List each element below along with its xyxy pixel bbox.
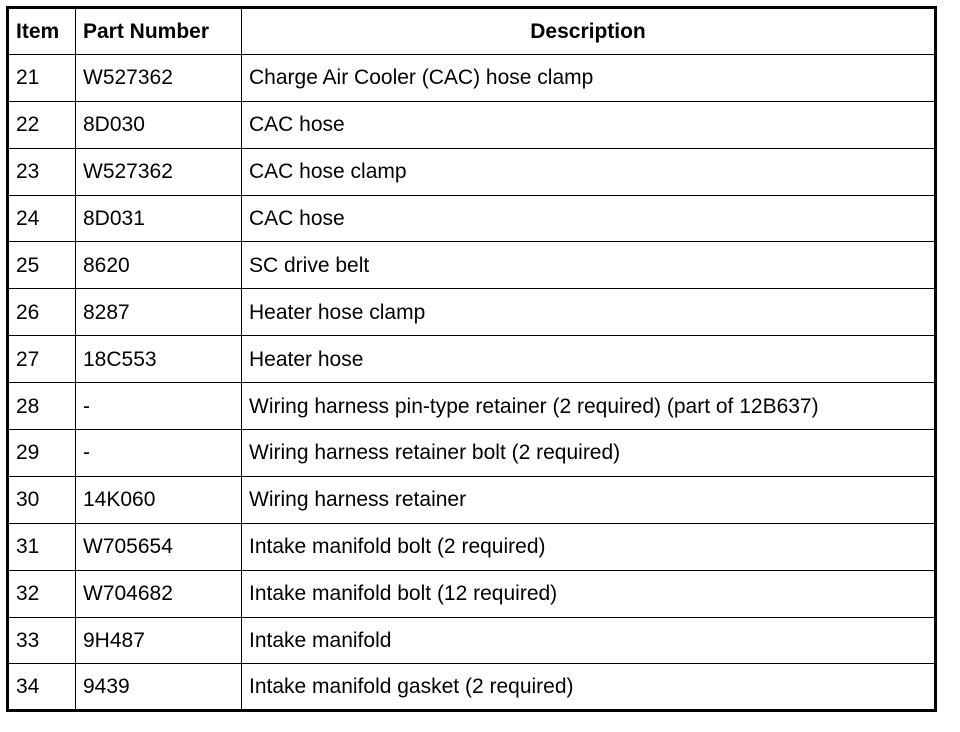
table-row <box>8 148 936 195</box>
cell-item: 33 <box>8 617 76 664</box>
table-row <box>8 289 936 336</box>
cell-part-number: 14K060 <box>76 476 242 523</box>
table-row <box>8 476 936 523</box>
table-row <box>8 336 936 383</box>
header-item: Item <box>8 8 76 55</box>
cell-item: 30 <box>8 476 76 523</box>
cell-item: 23 <box>8 148 76 195</box>
cell-item: 27 <box>8 336 76 383</box>
cell-item: 22 <box>8 101 76 148</box>
cell-part-number: W704682 <box>76 570 242 617</box>
table-row <box>8 617 936 664</box>
table-body <box>8 54 936 710</box>
cell-part-number: 8D031 <box>76 195 242 242</box>
cell-description: Intake manifold bolt (2 required) <box>242 523 936 570</box>
cell-part-number: - <box>76 383 242 430</box>
cell-part-number: - <box>76 430 242 477</box>
header-description: Description <box>242 8 936 55</box>
cell-description: Intake manifold bolt (12 required) <box>242 570 936 617</box>
cell-description: Wiring harness retainer bolt (2 required) <box>242 430 936 477</box>
cell-part-number: 8D030 <box>76 101 242 148</box>
cell-part-number: 8287 <box>76 289 242 336</box>
cell-part-number: 8620 <box>76 242 242 289</box>
header-row <box>8 8 936 55</box>
table-row <box>8 570 936 617</box>
cell-item: 28 <box>8 383 76 430</box>
cell-item: 25 <box>8 242 76 289</box>
cell-description: CAC hose <box>242 195 936 242</box>
cell-part-number: W705654 <box>76 523 242 570</box>
table-row <box>8 430 936 477</box>
cell-item: 21 <box>8 54 76 101</box>
table-row <box>8 523 936 570</box>
cell-description: CAC hose <box>242 101 936 148</box>
table-row <box>8 195 936 242</box>
table-row <box>8 383 936 430</box>
cell-part-number: 9H487 <box>76 617 242 664</box>
cell-part-number: 9439 <box>76 664 242 711</box>
cell-item: 34 <box>8 664 76 711</box>
cell-part-number: W527362 <box>76 148 242 195</box>
table-row <box>8 664 936 711</box>
cell-description: SC drive belt <box>242 242 936 289</box>
cell-description: Intake manifold <box>242 617 936 664</box>
cell-description: Heater hose <box>242 336 936 383</box>
cell-description: CAC hose clamp <box>242 148 936 195</box>
cell-description: Heater hose clamp <box>242 289 936 336</box>
cell-item: 31 <box>8 523 76 570</box>
cell-description: Intake manifold gasket (2 required) <box>242 664 936 711</box>
header-part-number: Part Number <box>76 8 242 55</box>
cell-description: Charge Air Cooler (CAC) hose clamp <box>242 54 936 101</box>
cell-description: Wiring harness retainer <box>242 476 936 523</box>
cell-item: 29 <box>8 430 76 477</box>
table-row <box>8 54 936 101</box>
cell-description: Wiring harness pin-type retainer (2 required) (part of 12B637) <box>242 383 936 430</box>
table-row <box>8 242 936 289</box>
cell-part-number: 18C553 <box>76 336 242 383</box>
parts-table <box>6 6 937 712</box>
cell-item: 32 <box>8 570 76 617</box>
cell-item: 24 <box>8 195 76 242</box>
cell-item: 26 <box>8 289 76 336</box>
cell-part-number: W527362 <box>76 54 242 101</box>
table-row <box>8 101 936 148</box>
